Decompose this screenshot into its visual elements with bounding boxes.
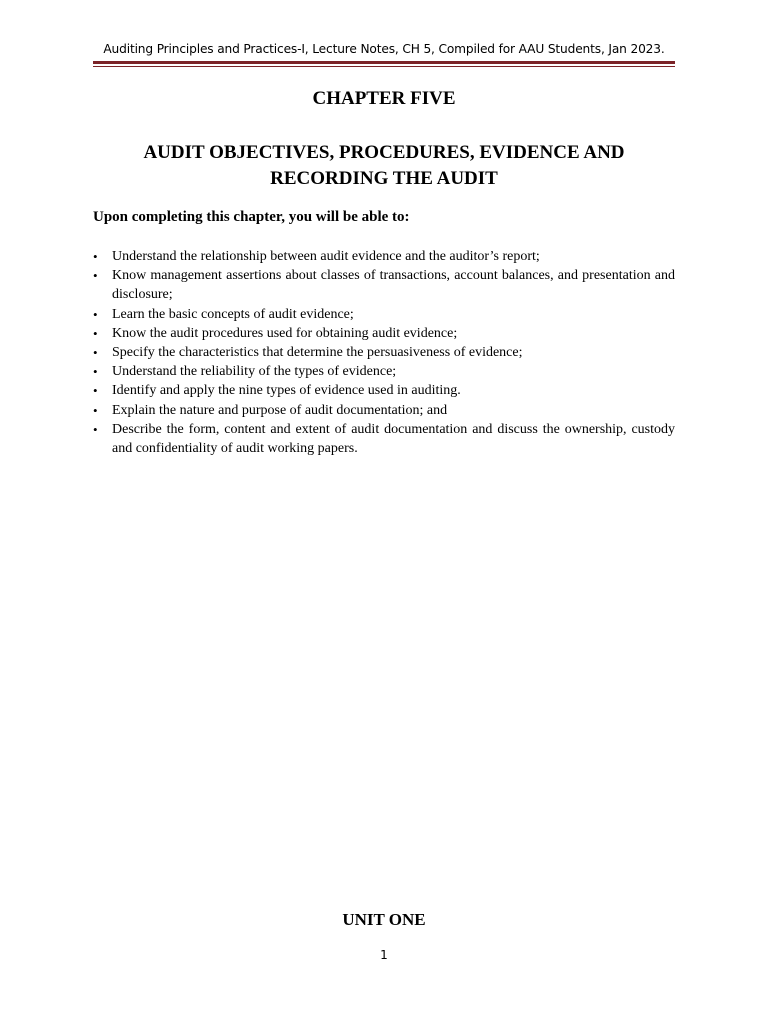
- bullet-icon: •: [93, 325, 98, 341]
- running-header: Auditing Principles and Practices-I, Lecture Notes, CH 5, Compiled for AAU Students, Jan 2023.: [103, 42, 665, 56]
- header-rule-thin: [93, 66, 675, 67]
- objectives-intro: Upon completing this chapter, you will be able to:: [93, 209, 410, 225]
- bullet-icon: •: [93, 364, 98, 380]
- list-item: [93, 324, 675, 343]
- objectives-list: [93, 247, 675, 458]
- list-item-text: Explain the nature and purpose of audit documentation; and: [112, 402, 448, 418]
- list-item-text: Understand the relationship between audit evidence and the auditor’s report;: [112, 249, 540, 264]
- chapter-title-line-2: RECORDING THE AUDIT: [270, 168, 498, 189]
- bullet-icon: •: [93, 383, 98, 399]
- list-item: [93, 420, 675, 458]
- chapter-title-line-1: AUDIT OBJECTIVES, PROCEDURES, EVIDENCE AND: [143, 142, 625, 163]
- list-item-text: Specify the characteristics that determine the persuasiveness of evidence;: [112, 345, 523, 361]
- unit-heading: UNIT ONE: [342, 910, 426, 929]
- list-item-text: Know management assertions about classes of transactions, account balances, and presentation and disclosure;: [112, 268, 675, 303]
- list-item-text: Identify and apply the nine types of evidence used in auditing.: [112, 383, 461, 399]
- list-item-text: Understand the reliability of the types of evidence;: [112, 364, 397, 380]
- list-item: [93, 381, 675, 400]
- chapter-label: CHAPTER FIVE: [312, 88, 456, 109]
- list-item-text: Learn the basic concepts of audit evidence;: [112, 306, 354, 322]
- list-item-text: Describe the form, content and extent of audit documentation and discuss the ownership, custody and confidentiality of audit working papers.: [112, 421, 675, 457]
- bullet-icon: •: [93, 268, 98, 284]
- list-item: [93, 343, 675, 362]
- page-number: 1: [380, 948, 388, 962]
- list-item: [93, 247, 675, 266]
- list-item: [93, 266, 675, 304]
- bullet-icon: •: [93, 421, 98, 437]
- list-item: [93, 305, 675, 324]
- bullet-icon: •: [93, 306, 98, 322]
- header-rule-thick: [93, 61, 675, 64]
- bullet-icon: •: [93, 249, 98, 264]
- list-item: [93, 362, 675, 381]
- list-item: [93, 401, 675, 420]
- bullet-icon: •: [93, 345, 98, 361]
- bullet-icon: •: [93, 402, 98, 418]
- list-item-text: Know the audit procedures used for obtaining audit evidence;: [112, 325, 458, 341]
- chapter-title: [93, 140, 675, 192]
